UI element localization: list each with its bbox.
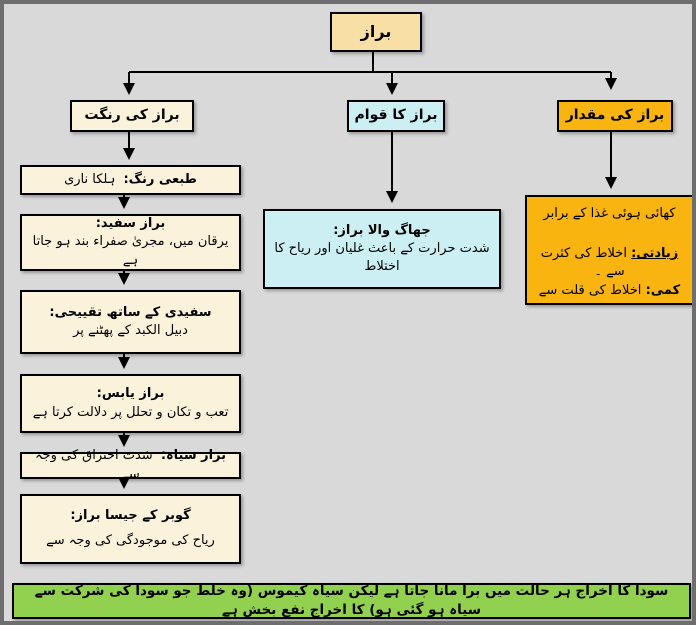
node-title: براز سفید:	[95, 216, 166, 232]
node-title: براز سیاہ:	[160, 448, 227, 464]
node-body: یرقان میں، مجریٰ صفراء بند ہو جاتا ہے	[32, 234, 229, 268]
consistency-node-foamy	[263, 209, 501, 289]
node-title: براز یابس:	[96, 386, 165, 402]
deficiency-label: کمی:	[645, 282, 681, 298]
color-node-natural	[20, 165, 241, 195]
color-node-natural-text	[64, 171, 197, 189]
footer-note	[12, 583, 691, 619]
color-node-black	[20, 448, 241, 482]
node-title: گوبر کے جیسا براز:	[70, 508, 191, 524]
branch-header-consistency	[347, 100, 445, 132]
excess-body: اخلاط کی کثرت سے ۔	[540, 246, 627, 280]
quantity-deficiency-text	[539, 282, 680, 300]
node-body: ہلکا ناری	[64, 171, 116, 187]
branch-header-quantity-label: براز کی مقدار	[565, 107, 665, 124]
branch-header-color-label: براز کی رنگت	[84, 107, 180, 124]
deficiency-body: اخلاط کی قلت سے	[538, 282, 642, 298]
excess-label: زیادتی:	[631, 246, 679, 262]
color-node-black-text	[27, 447, 234, 483]
root-node-stool	[330, 12, 422, 52]
node-body: شدت احتراق کی وجہ سے	[34, 448, 153, 482]
quantity-node	[525, 195, 694, 305]
color-node-dry	[20, 374, 241, 433]
branch-header-quantity	[557, 100, 673, 132]
node-body: تعب و تکان و تحلل پر دلالت کرتا ہے	[32, 404, 229, 420]
color-node-white-purulent	[20, 290, 241, 354]
root-label: براز	[360, 21, 392, 41]
color-node-dung-like	[20, 494, 241, 564]
node-body: ریاح کی موجودگی کی وجہ سے	[46, 533, 215, 548]
node-body: شدت حرارت کے باعث غلیان اور ریاح کا اختلاط	[274, 240, 490, 275]
node-title: سفیدی کے ساتھ تقییحی:	[49, 304, 212, 320]
color-node-white	[20, 214, 241, 271]
branch-header-consistency-label: براز کا قوام	[354, 107, 438, 124]
node-title: جھاگ والا براز:	[333, 222, 431, 238]
branch-header-color	[70, 100, 194, 132]
footer-note-text: سودا کا اخراج ہر حالت میں برا مانا جاتا ہے لیکن سیاہ کیموس (وہ خلط جو سودا کی شرکت سے سیاہ ہو گئی ہو) کا اخراج نفع بخش ہے	[34, 583, 669, 618]
node-body: دبیل الکبد کے پھٹنے پر	[73, 323, 188, 338]
quantity-normal-text: کھائی ہوئی غذا کے برابر	[543, 206, 676, 221]
node-title: طبعی رنگ:	[123, 171, 197, 187]
quantity-excess-text	[532, 245, 687, 281]
